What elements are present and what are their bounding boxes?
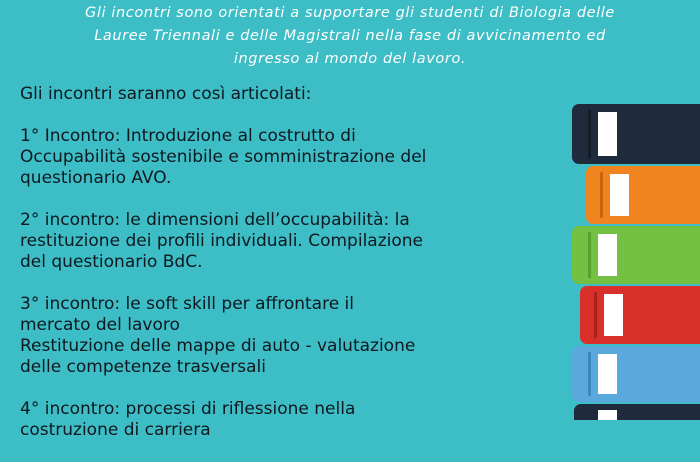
intro-line: Lauree Triennali e delle Magistrali nella fase di avvicinamento ed [94,28,606,44]
book-blue-icon [572,346,700,402]
meeting-2 [20,210,540,273]
meetings-text [20,84,540,462]
meeting-line: Occupabilità sostenibile e somministrazione del [20,147,427,167]
meeting-4 [20,399,540,441]
intro-line: Gli incontri sono orientati a supportare gli studenti di Biologia delle [85,5,615,21]
lead-text: Gli incontri saranno così articolati: [20,84,312,104]
meeting-line: 3° incontro: le soft skill per affrontare il [20,294,354,314]
meeting-line: questionario AVO. [20,168,172,188]
meeting-line: costruzione di carriera [20,420,211,440]
meeting-line: delle competenze trasversali [20,357,266,377]
intro-line: ingresso al mondo del lavoro. [233,51,467,67]
book-red-icon [580,286,700,344]
book-navy-icon [572,104,700,164]
meeting-1 [20,126,540,189]
book-green-icon [572,226,700,284]
meeting-3 [20,294,540,378]
meeting-line: 1° Incontro: Introduzione al costrutto di [20,126,356,146]
book-orange-icon [586,166,700,224]
book-navy-bottom-icon [574,404,700,420]
meeting-line: del questionario BdC. [20,252,203,272]
book-stack-illustration [560,100,700,420]
meeting-line: Restituzione delle mappe di auto - valutazione [20,336,416,356]
intro-text [22,2,678,71]
meeting-line: restituzione dei profili individuali. Compilazione [20,231,423,251]
meeting-line: 2° incontro: le dimensioni dell’occupabilità: la [20,210,410,230]
meeting-line: mercato del lavoro [20,315,180,335]
meeting-line: 4° incontro: processi di riflessione nella [20,399,356,419]
